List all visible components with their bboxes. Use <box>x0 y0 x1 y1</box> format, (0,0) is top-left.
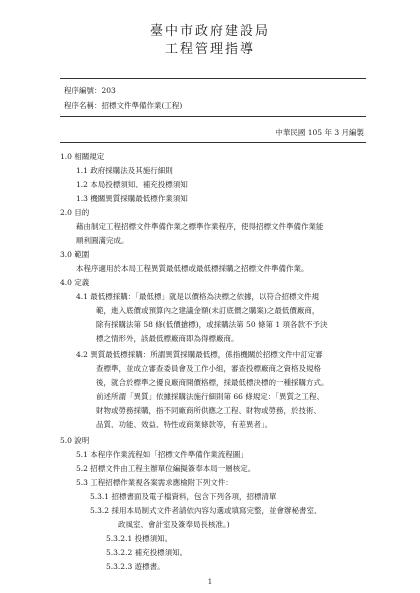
paragraph-line: 標之情形外，該最低標廠商即為得標廠商。 <box>96 334 239 343</box>
list-item: 1.3 機關異質採購最低標作業須知 <box>76 194 188 203</box>
list-item: 5.3.2 採用本局制式文件者請依內容勾選或填寫完整，並會辦秘書室、 <box>90 506 322 515</box>
list-item: 1.2 本局投標須知、補充投標須知 <box>76 180 188 189</box>
paragraph-line: 財物或勞務採購，指不同廠商所供應之工程、財物或勞務，於技術、 <box>96 406 321 415</box>
paragraph-line: 查標準，並成立審查委員會及工作小組，審查投標廠商之資格及規格 <box>96 364 321 373</box>
paragraph-line: 4.2 異質最低標採購：所謂異質採購最低標，係指機關於招標文件中訂定審 <box>76 350 323 359</box>
page-number: 1 <box>207 578 213 586</box>
paragraph-line: 藉由制定工程招標文件準備作業之標準作業程序，使得招標文件準備作業能 <box>76 222 324 231</box>
list-item: 5.3.1 招標書面及電子檔資料，包含下列各項，招標清單 <box>90 492 277 501</box>
section-heading: 5.0 說明 <box>60 436 90 445</box>
list-item: 5.2 招標文件由工程主辦單位編擬簽奉本局一層核定。 <box>76 464 256 473</box>
list-item: 5.3.2.3 遊標書。 <box>106 562 165 571</box>
list-item: 5.3 工程招標作業視各案需求應檢附下列文件： <box>76 478 233 487</box>
paragraph-line: 本程序適用於本局工程異質最低標或最低標採購之招標文件準備作業。 <box>76 264 309 273</box>
divider <box>60 116 366 117</box>
list-item: 5.3.2.1 投標須知。 <box>106 534 173 543</box>
paragraph-line: 範，進入底價或預算內之建議金額(未訂底價之購案)之最低價廠商， <box>96 306 320 315</box>
divider <box>60 142 366 143</box>
paragraph-line: 順利圓滿完成。 <box>76 236 129 245</box>
paragraph-line: 後，就合於標準之優良廠商開價格標，採最低標決標的一種採購方式。 <box>96 378 329 387</box>
procedure-name: 程序名稱：招標文件準備作業(工程) <box>64 101 183 110</box>
list-item: 5.1 本程序作業流程如「招標文件準備作業流程圖」 <box>76 450 248 459</box>
section-heading: 4.0 定義 <box>60 278 90 287</box>
list-item: 5.3.2.2 補充投標須知。 <box>106 548 188 557</box>
paragraph-line: 品質、功能、效益、特性或商業條款等，有差異者」。 <box>96 420 273 429</box>
section-heading: 1.0 相關規定 <box>60 152 105 161</box>
list-item: 政風室、會計室及簽奉局長核准。) <box>118 520 230 529</box>
paragraph-line: 前述所謂「異質」依據採購法施行細則第 66 條規定：「異質之工程、 <box>96 392 325 401</box>
list-item: 1.1 政府採購法及其施行細則 <box>76 166 173 175</box>
compile-date: 中華民國 105 年 3 月編製 <box>275 128 364 137</box>
divider <box>60 78 366 79</box>
procedure-code: 程序編號：203 <box>64 86 116 95</box>
section-heading: 2.0 目的 <box>60 208 90 217</box>
org-title: 臺中市政府建設局 <box>149 24 270 39</box>
paragraph-line: 4.1 最低標採購：「最低標」就是以價格為決標之依據，以符合招標文件規 <box>76 292 320 301</box>
section-heading: 3.0 範圍 <box>60 250 90 259</box>
paragraph-line: 除有採購法第 58 條(低價搶標)，或採購法第 50 條第 1 項各款不予決 <box>96 320 328 329</box>
doc-title: 工程管理指導 <box>164 42 255 57</box>
